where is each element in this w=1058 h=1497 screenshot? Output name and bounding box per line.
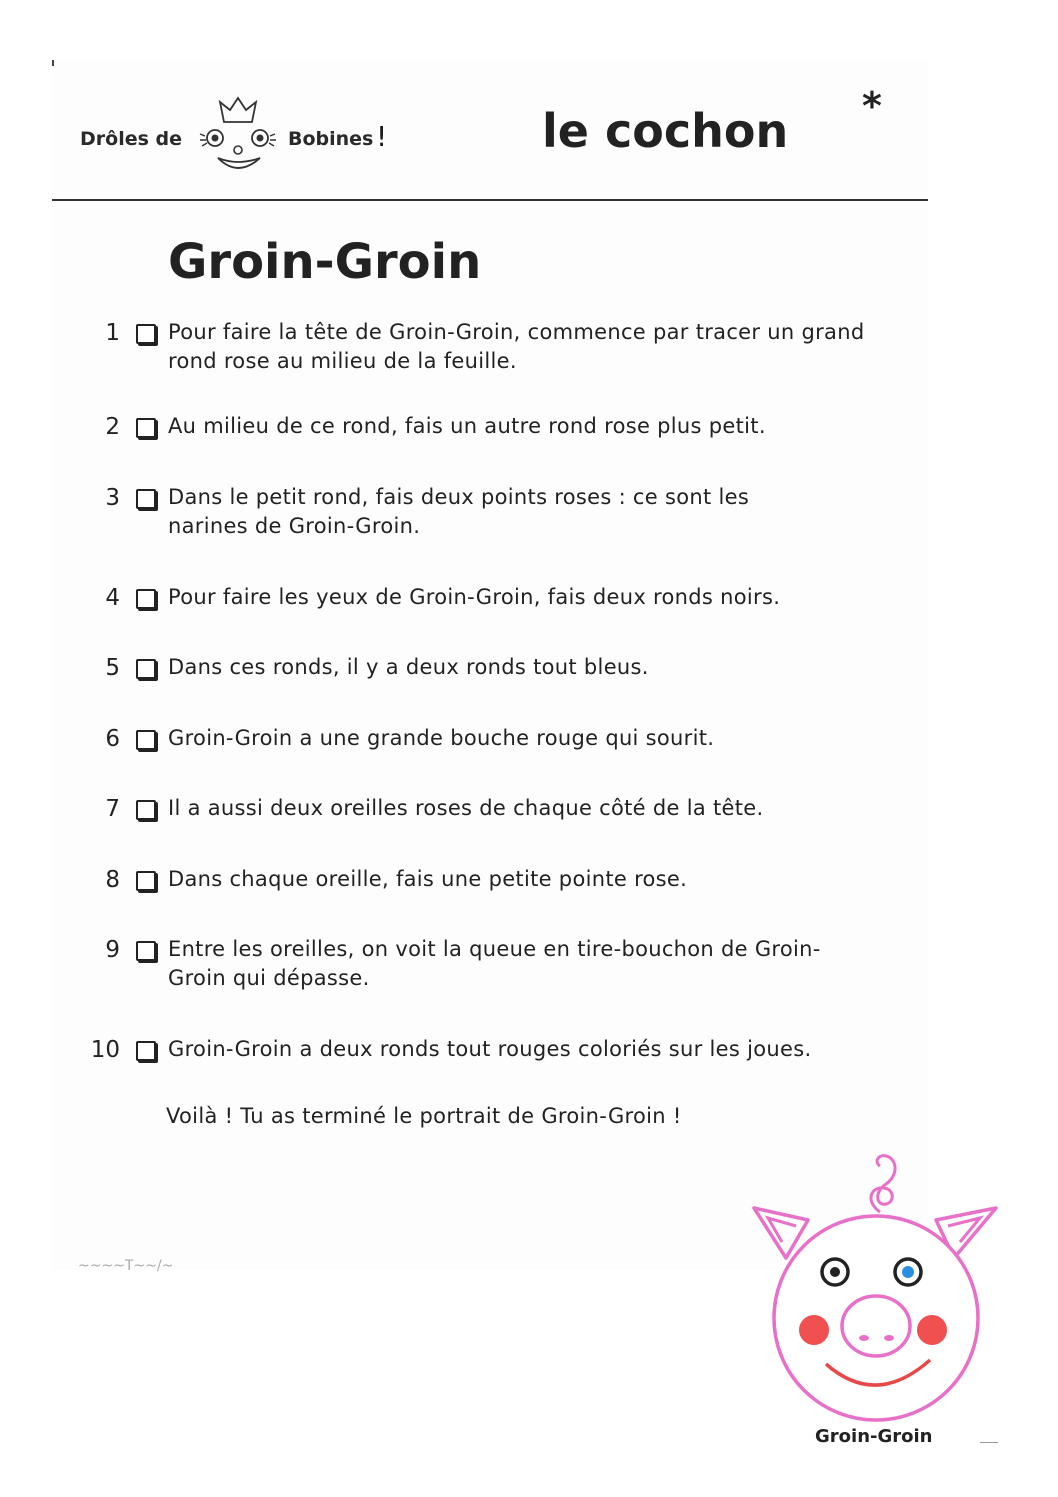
scan-dash-mark xyxy=(980,1442,998,1443)
step-checkbox[interactable] xyxy=(136,589,156,609)
step-checkbox[interactable] xyxy=(136,730,156,750)
brand-text-right: Bobines xyxy=(288,128,374,150)
step-checkbox[interactable] xyxy=(136,324,156,344)
step-text: Dans chaque oreille, fais une petite pointe rose. xyxy=(168,867,688,891)
worksheet-heading: Groin-Groin xyxy=(168,234,482,290)
pig-snout xyxy=(842,1296,910,1356)
step-checkbox[interactable] xyxy=(136,1041,156,1061)
pig-left-pupil xyxy=(830,1267,840,1277)
step-number: 3 xyxy=(105,485,120,511)
step-checkbox[interactable] xyxy=(136,800,156,820)
step-text: Pour faire la tête de Groin-Groin, commence par tracer un grand rond rose au milieu de la feuille. xyxy=(168,320,865,373)
step-number: 10 xyxy=(90,1037,120,1063)
step-number: 6 xyxy=(105,726,120,752)
step-number: 8 xyxy=(105,867,120,893)
pig-right-pupil xyxy=(902,1266,914,1278)
pig-drawing xyxy=(740,1148,1010,1428)
brand-face-icon xyxy=(190,92,290,178)
step-checkbox[interactable] xyxy=(136,489,156,509)
step-checkbox[interactable] xyxy=(136,941,156,961)
step-checkbox[interactable] xyxy=(136,418,156,438)
step-number: 7 xyxy=(105,796,120,822)
scan-handwriting-mark: ~~~~T~~/~ xyxy=(78,1258,174,1274)
step-number: 4 xyxy=(105,585,120,611)
step-text: Entre les oreilles, on voit la queue en tire-bouchon de Groin-Groin qui dépasse. xyxy=(168,937,821,990)
difficulty-star: * xyxy=(862,84,882,128)
step-text: Il a aussi deux oreilles roses de chaque côté de la tête. xyxy=(168,796,764,820)
pig-left-cheek xyxy=(799,1315,829,1345)
step-checkbox[interactable] xyxy=(136,871,156,891)
step-text: Groin-Groin a deux ronds tout rouges coloriés sur les joues. xyxy=(168,1037,812,1061)
step-number: 5 xyxy=(105,655,120,681)
step-text: Au milieu de ce rond, fais un autre rond rose plus petit. xyxy=(168,414,766,438)
scan-edge-mark xyxy=(52,60,54,66)
step-text: Groin-Groin a une grande bouche rouge qui sourit. xyxy=(168,726,715,750)
pig-tail xyxy=(871,1156,895,1212)
header-divider xyxy=(52,199,928,201)
step-text: Dans le petit rond, fais deux points roses : ce sont les narines de Groin-Groin. xyxy=(168,485,750,538)
closing-sentence: Voilà ! Tu as terminé le portrait de Groin-Groin ! xyxy=(166,1104,682,1128)
step-text: Pour faire les yeux de Groin-Groin, fais deux ronds noirs. xyxy=(168,585,781,609)
brand-logo xyxy=(80,92,410,182)
step-text: Dans ces ronds, il y a deux ronds tout bleus. xyxy=(168,655,649,679)
step-checkbox[interactable] xyxy=(136,659,156,679)
step-number: 2 xyxy=(105,414,120,440)
pig-left-nostril xyxy=(859,1335,869,1341)
step-number: 1 xyxy=(105,320,120,346)
pig-right-cheek xyxy=(917,1315,947,1345)
step-number: 9 xyxy=(105,937,120,963)
pig-right-nostril xyxy=(884,1335,894,1341)
brand-exclamation: ! xyxy=(376,120,388,153)
brand-text-left: Drôles de xyxy=(80,128,183,150)
page-title: le cochon xyxy=(542,104,789,158)
pig-caption: Groin-Groin xyxy=(815,1426,933,1447)
